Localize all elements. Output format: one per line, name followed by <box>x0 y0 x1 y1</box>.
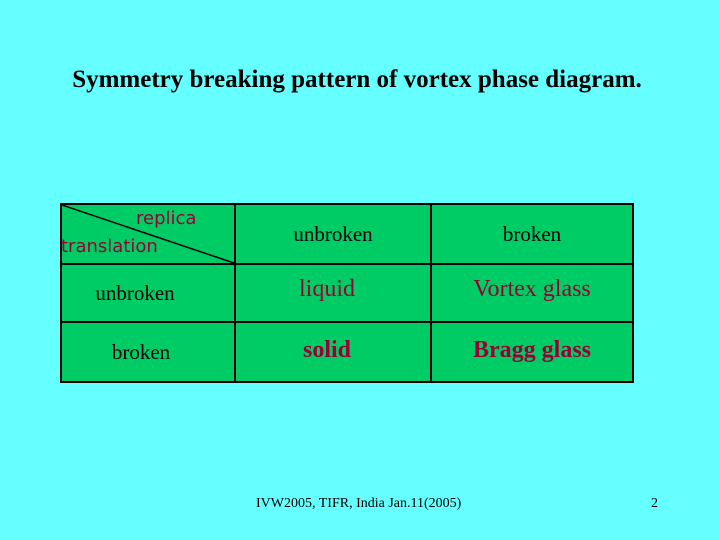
cell-solid: solid <box>302 336 352 363</box>
corner-label-translation: translation <box>61 236 158 257</box>
cell-bragg-glass: Bragg glass <box>472 336 591 363</box>
footer-text: IVW2005, TIFR, India Jan.11(2005) <box>256 496 462 511</box>
cell-liquid: liquid <box>298 275 355 302</box>
row-label-unbroken: unbroken <box>95 280 175 305</box>
cell-vortex-glass: Vortex glass <box>473 275 591 302</box>
corner-label-replica: replica <box>136 208 197 229</box>
symmetry-table <box>60 203 634 383</box>
col-header-broken: broken <box>502 221 562 246</box>
row-label-broken: broken <box>111 339 171 364</box>
col-header-unbroken: unbroken <box>293 221 373 246</box>
slide-title: Symmetry breaking pattern of vortex phase diagram. <box>72 66 642 93</box>
page-number: 2 <box>651 496 658 511</box>
